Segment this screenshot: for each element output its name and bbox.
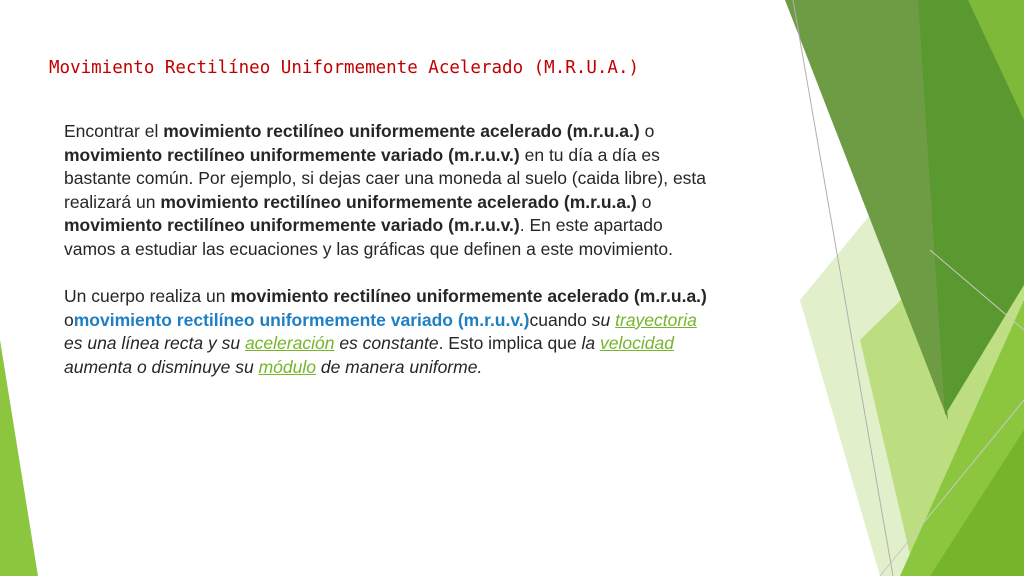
text-run: o xyxy=(64,309,74,330)
text-run: o xyxy=(636,191,652,212)
link-trayectoria[interactable]: trayectoria xyxy=(615,309,697,330)
italic-run: de manera uniforme. xyxy=(315,356,483,377)
italic-run: es una línea recta y su xyxy=(64,333,245,354)
text-run: Encontrar el xyxy=(64,121,164,141)
bold-term: movimiento rectilíneo uniformemente acelerado (m.r.u.a.) xyxy=(230,286,707,307)
bold-term: movimiento rectilíneo uniformemente acelerado (m.r.u.a.) xyxy=(160,191,637,212)
italic-run: es constante xyxy=(334,333,439,354)
bold-term: movimiento rectilíneo uniformemente acelerado (m.r.u.a.) xyxy=(163,121,640,141)
italic-run: aumenta o disminuye su xyxy=(64,356,259,377)
left-green-sliver xyxy=(0,340,38,576)
slide-body xyxy=(64,120,714,380)
link-modulo[interactable]: módulo xyxy=(258,356,316,377)
text-run: o xyxy=(639,121,655,141)
text-run: cuando xyxy=(529,309,592,330)
bold-term: movimiento rectilíneo uniformemente variado (m.r.u.v.) xyxy=(64,215,520,236)
text-run: en tu día a día es bastante común. Por ejemplo, si dejas caer una moneda al suelo (caida libre), esta realizará un xyxy=(64,144,707,212)
bold-term: movimiento rectilíneo uniformemente variado (m.r.u.v.) xyxy=(64,144,520,165)
link-velocidad[interactable]: velocidad xyxy=(600,333,674,354)
italic-run: la xyxy=(581,333,601,354)
text-run: . En este apartado vamos a estudiar las ecuaciones y las gráficas que definen a este movimiento. xyxy=(64,215,673,259)
slide-title: Movimiento Rectilíneo Uniformemente Acelerado (M.R.U.A.) xyxy=(49,58,640,78)
text-run: . Esto implica que xyxy=(438,333,582,354)
paragraph-definition xyxy=(64,285,714,379)
italic-run: su xyxy=(591,309,616,330)
paragraph-intro xyxy=(64,120,714,262)
link-aceleracion[interactable]: aceleración xyxy=(244,333,335,354)
text-run: Un cuerpo realiza un xyxy=(64,286,231,307)
highlighted-term: movimiento rectilíneo uniformemente variado (m.r.u.v.) xyxy=(73,309,530,330)
